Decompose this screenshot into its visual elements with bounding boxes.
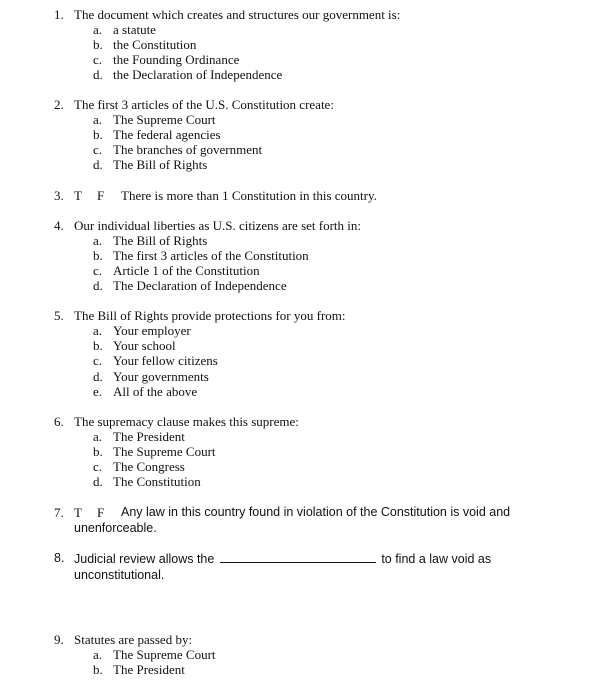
option-letter: c. xyxy=(93,263,103,278)
option-letter: a. xyxy=(93,233,103,248)
option-letter: b. xyxy=(93,127,103,142)
option-text: The federal agencies xyxy=(113,127,221,142)
option-letter: d. xyxy=(93,369,103,384)
question-number: 1. xyxy=(54,7,64,22)
option-text: the Founding Ordinance xyxy=(113,52,240,67)
option-text: The Congress xyxy=(113,459,185,474)
option-text: All of the above xyxy=(113,384,198,399)
question-text: The first 3 articles of the U.S. Constitution create: xyxy=(74,97,334,112)
question-number: 5. xyxy=(54,308,64,323)
question-text xyxy=(74,551,491,567)
option-text: The Supreme Court xyxy=(113,112,216,127)
option-text: Article 1 of the Constitution xyxy=(113,263,260,278)
question-text-before: Judicial review allows the xyxy=(74,552,215,566)
question-number: 2. xyxy=(54,97,64,112)
option-letter: d. xyxy=(93,278,103,293)
option-text: The Supreme Court xyxy=(113,647,216,662)
option-letter: d. xyxy=(93,157,103,172)
question-number: 7. xyxy=(54,505,64,520)
false-choice[interactable]: F xyxy=(97,505,105,520)
answer-blank[interactable] xyxy=(220,551,376,563)
false-choice[interactable]: F xyxy=(97,188,105,203)
question-text: Our individual liberties as U.S. citizens are set forth in: xyxy=(74,218,362,233)
option-letter: d. xyxy=(93,474,103,489)
option-text: The Constitution xyxy=(113,474,201,489)
option-text: The President xyxy=(113,429,185,444)
question-text: Statutes are passed by: xyxy=(74,632,193,647)
option-text: Your fellow citizens xyxy=(113,353,218,368)
option-letter: c. xyxy=(93,353,103,368)
option-text: the Declaration of Independence xyxy=(113,67,283,82)
question-number: 9. xyxy=(54,632,64,647)
option-letter: a. xyxy=(93,429,103,444)
question-text-continuation: unconstitutional. xyxy=(74,568,165,582)
option-text: a statute xyxy=(113,22,156,37)
question-text: The Bill of Rights provide protections for you from: xyxy=(74,308,346,323)
option-letter: e. xyxy=(93,384,103,399)
true-choice[interactable]: T xyxy=(74,505,82,520)
option-text: Your employer xyxy=(113,323,191,338)
question-number: 3. xyxy=(54,188,64,203)
option-letter: b. xyxy=(93,338,103,353)
true-choice[interactable]: T xyxy=(74,188,82,203)
question-text: The supremacy clause makes this supreme: xyxy=(74,414,299,429)
option-text: The Bill of Rights xyxy=(113,233,208,248)
option-text: Your governments xyxy=(113,369,209,384)
option-letter: a. xyxy=(93,22,103,37)
option-letter: c. xyxy=(93,142,103,157)
option-text: the Constitution xyxy=(113,37,197,52)
option-text: The President xyxy=(113,662,185,677)
option-text: The Bill of Rights xyxy=(113,157,208,172)
option-text: The Supreme Court xyxy=(113,444,216,459)
question-number: 4. xyxy=(54,218,64,233)
question-text: There is more than 1 Constitution in this country. xyxy=(121,188,377,203)
option-letter: b. xyxy=(93,662,103,677)
option-text: The first 3 articles of the Constitution xyxy=(113,248,309,263)
option-letter: a. xyxy=(93,323,103,338)
question-text: Any law in this country found in violation of the Constitution is void and xyxy=(121,505,511,519)
option-letter: a. xyxy=(93,112,103,127)
question-text: The document which creates and structures our government is: xyxy=(74,7,401,22)
question-number: 8. xyxy=(54,551,65,565)
option-letter: c. xyxy=(93,459,103,474)
option-text: The Declaration of Independence xyxy=(113,278,287,293)
option-text: Your school xyxy=(113,338,176,353)
option-letter: c. xyxy=(93,52,103,67)
option-letter: d. xyxy=(93,67,103,82)
option-letter: b. xyxy=(93,444,103,459)
option-letter: a. xyxy=(93,647,103,662)
question-number: 6. xyxy=(54,414,64,429)
question-text-after: to find a law void as xyxy=(381,552,492,566)
option-letter: b. xyxy=(93,248,103,263)
option-letter: b. xyxy=(93,37,103,52)
option-text: The branches of government xyxy=(113,142,263,157)
question-text-continuation: unenforceable. xyxy=(74,521,157,535)
